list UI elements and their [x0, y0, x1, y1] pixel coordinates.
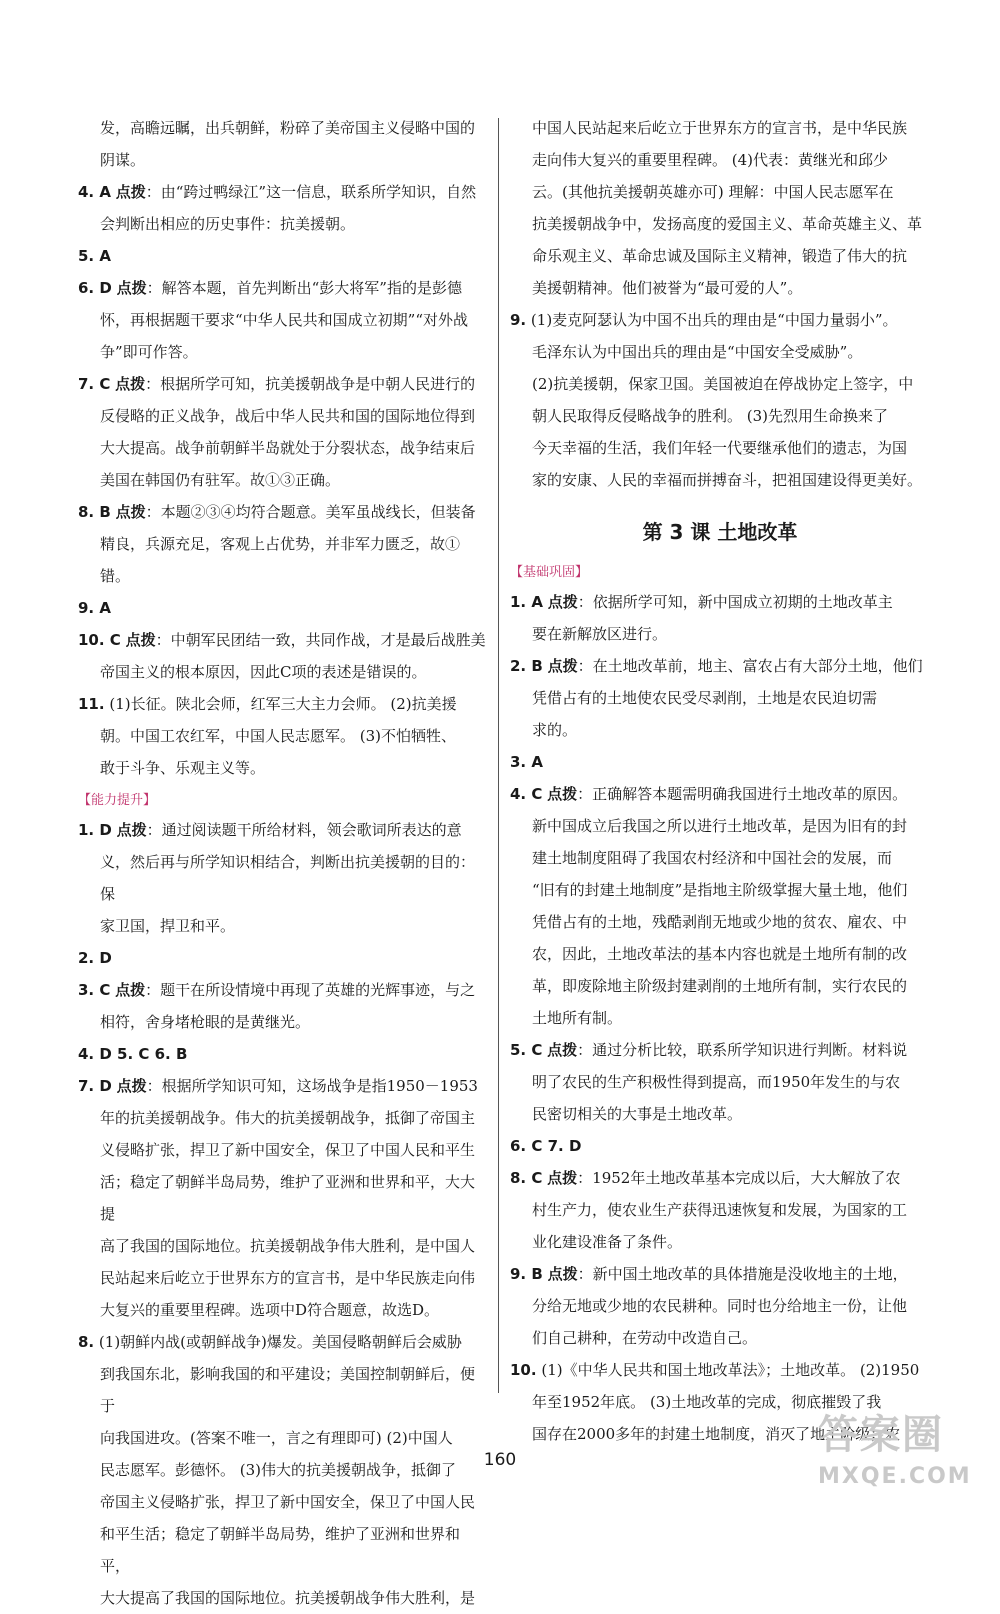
- answer-line: [510, 746, 930, 778]
- answer-item: [78, 368, 486, 496]
- answer-text: 今天幸福的生活，我们年轻一代要继承他们的遗志，为国: [532, 439, 908, 457]
- hint-label: 点拨: [115, 503, 146, 521]
- answer-text: 分给无地或少地的农民耕种。同时也分给地主一份，让他: [532, 1297, 908, 1315]
- answer-text: 革，即废除地主阶级封建剥削的土地所有制，实行农民的: [532, 977, 908, 995]
- answer-text: 民站起来后屹立于世界东方的宣言书，是中华民族走向伟: [100, 1269, 476, 1287]
- answer-line: [510, 1002, 930, 1034]
- answer-item: [78, 942, 486, 974]
- answer-text: 精良，兵源充足，客观上占优势，并非军力匮乏，故①错。: [100, 535, 461, 585]
- section-heading: 【基础巩固】: [510, 565, 589, 580]
- answer-line: [78, 656, 486, 688]
- question-number: 8. B: [78, 503, 111, 521]
- hint-label: 点拨: [115, 375, 146, 393]
- answer-line: [78, 336, 486, 368]
- answer-line: [510, 586, 930, 618]
- answer-line: [510, 368, 930, 400]
- hint-label: 点拨: [115, 981, 146, 999]
- answer-text: 们自己耕种，在劳动中改造自己。: [532, 1329, 758, 1347]
- answer-line: [510, 650, 930, 682]
- answer-item: [510, 1130, 930, 1162]
- answer-text: (1)长征。陕北会师，红军三大主力会师。 (2)抗美援: [109, 695, 457, 713]
- answer-text: 凭借占有的土地使农民受尽剥削，土地是农民迫切需: [532, 689, 878, 707]
- answer-line: [78, 208, 486, 240]
- answer-text: ：题干在所设情境中再现了英雄的光辉事迹，与之: [145, 981, 476, 999]
- answer-text: ：根据所学可知，抗美援朝战争是中朝人民进行的: [145, 375, 476, 393]
- answer-line: [510, 432, 930, 464]
- answer-text: ：在土地改革前，地主、富农占有大部分土地，他们: [577, 657, 923, 675]
- question-number: 1. D: [78, 821, 112, 839]
- answer-line: [510, 176, 930, 208]
- answer-line: [510, 1290, 930, 1322]
- answer-text: 要在新解放区进行。: [532, 625, 668, 643]
- question-number: 6. D: [78, 279, 112, 297]
- answer-text: (2)抗美援朝，保家卫国。美国被迫在停战协定上签字，中: [532, 375, 914, 393]
- answer-line: [78, 1326, 486, 1358]
- answer-line: [510, 1354, 930, 1386]
- answer-line: [78, 1166, 486, 1230]
- answer-text: 毛泽东认为中国出兵的理由是“中国安全受威胁”。: [532, 343, 863, 361]
- answer-text: (1)麦克阿瑟认为中国不出兵的理由是“中国力量弱小”。: [530, 311, 898, 329]
- answer-text: 年至1952年底。 (3)土地改革的完成，彻底摧毁了我: [532, 1393, 882, 1411]
- answer-line: [78, 624, 486, 656]
- answer-text: 村生产力，使农业生产获得迅速恢复和发展，为国家的工: [532, 1201, 908, 1219]
- question-number: 5. C: [510, 1041, 543, 1059]
- answer-line: [78, 176, 486, 208]
- answer-text: 大大提高。战争前朝鲜半岛就处于分裂状态，战争结束后: [100, 439, 476, 457]
- answer-line: [78, 304, 486, 336]
- question-number: 7. D: [78, 1077, 112, 1095]
- answer-line: [78, 1262, 486, 1294]
- answer-text: 中国人民站起来后屹立于世界东方的宣言书，是中华民族: [532, 119, 908, 137]
- answer-text: ：新中国土地改革的具体措施是没收地主的土地，: [577, 1265, 908, 1283]
- right-column: [510, 112, 930, 1450]
- question-number: 7. C: [78, 375, 111, 393]
- answer-item: [510, 304, 930, 496]
- answer-line: [510, 272, 930, 304]
- answer-line: [510, 400, 930, 432]
- answer-text: 敢于斗争、乐观主义等。: [100, 759, 266, 777]
- answer-text: 业化建设准备了条件。: [532, 1233, 683, 1251]
- hint-label: 点拨: [547, 657, 578, 675]
- answer-item: [510, 112, 930, 304]
- answer-line: [510, 842, 930, 874]
- answer-item: [78, 592, 486, 624]
- answer-text: ：1952年土地改革基本完成以后，大大解放了农: [577, 1169, 901, 1187]
- answer-line: [78, 1006, 486, 1038]
- answer-line: [78, 400, 486, 432]
- answer-line: [510, 970, 930, 1002]
- answer-text: 大大提高了我国的国际地位。抗美援朝战争伟大胜利，是: [100, 1589, 476, 1607]
- answer-text: 反侵略的正义战争，战后中华人民共和国的国际地位得到: [100, 407, 476, 425]
- answer-line: [510, 714, 930, 746]
- question-number: 2. D: [78, 949, 112, 967]
- answer-line: [78, 942, 486, 974]
- answer-text: 大复兴的重要里程碑。选项中D符合题意，故选D。: [100, 1301, 440, 1319]
- answer-line: [78, 1486, 486, 1518]
- answer-line: [510, 874, 930, 906]
- answer-line: [510, 1226, 930, 1258]
- answer-line: [78, 1518, 486, 1582]
- answer-text: 帝国主义侵略扩张，捍卫了新中国安全，保卫了中国人民: [100, 1493, 476, 1511]
- watermark-main-text: 答案圈: [818, 1412, 944, 1458]
- answer-text: 家的安康、人民的幸福而拼搏奋斗，把祖国建设得更美好。: [532, 471, 923, 489]
- answer-item: [510, 650, 930, 746]
- answer-item: [78, 1038, 486, 1070]
- answer-line: [510, 1322, 930, 1354]
- answer-line: [78, 144, 486, 176]
- answer-line: [510, 1130, 930, 1162]
- answer-text: ：中朝军民团结一致，共同作战，才是最后战胜美: [155, 631, 486, 649]
- answer-line: [78, 1582, 486, 1614]
- hint-label: 点拨: [116, 821, 147, 839]
- answer-line: [78, 752, 486, 784]
- question-number: 10. C: [78, 631, 121, 649]
- answer-item: [78, 814, 486, 942]
- answer-item: [78, 1070, 486, 1326]
- hint-label: 点拨: [547, 785, 578, 803]
- answer-text: 求的。: [532, 721, 578, 739]
- answer-text: (1)《中华人民共和国土地改革法》；土地改革。 (2)1950: [541, 1361, 920, 1379]
- question-number: 6. C 7. D: [510, 1137, 582, 1155]
- hint-label: 点拨: [115, 183, 146, 201]
- answer-line: [78, 846, 486, 910]
- answer-line: [78, 112, 486, 144]
- question-number: 4. A: [78, 183, 111, 201]
- answer-line: [510, 682, 930, 714]
- answer-text: 帝国主义的根本原因，因此C项的表述是错误的。: [100, 663, 427, 681]
- answer-line: [78, 496, 486, 528]
- answer-text: 明了农民的生产积极性得到提高，而1950年发生的与农: [532, 1073, 901, 1091]
- answer-item: [510, 778, 930, 1034]
- question-number: 5. A: [78, 247, 111, 265]
- answer-text: 年的抗美援朝战争。伟大的抗美援朝战争，抵御了帝国主: [100, 1109, 476, 1127]
- answer-line: [510, 906, 930, 938]
- answer-line: [78, 1230, 486, 1262]
- question-number: 3. A: [510, 753, 543, 771]
- answer-item: [510, 586, 930, 650]
- answer-line: [78, 1294, 486, 1326]
- answer-text: 怀，再根据题干要求“中华人民共和国成立初期”“对外战: [100, 311, 469, 329]
- answer-line: [510, 144, 930, 176]
- answer-item: [78, 240, 486, 272]
- answer-line: [78, 974, 486, 1006]
- page-number: 160: [483, 1450, 517, 1470]
- hint-label: 点拨: [547, 1265, 578, 1283]
- answer-line: [510, 778, 930, 810]
- answer-line: [78, 368, 486, 400]
- answer-text: 云。(其他抗美援朝英雄亦可) 理解：中国人民志愿军在: [532, 183, 894, 201]
- answer-text: 向我国进攻。(答案不唯一，言之有理即可) (2)中国人: [100, 1429, 453, 1447]
- answer-item: [78, 112, 486, 176]
- question-number: 3. C: [78, 981, 111, 999]
- answer-line: [78, 432, 486, 464]
- answer-line: [78, 1038, 486, 1070]
- answer-line: [510, 208, 930, 240]
- answer-text: “旧有的封建土地制度”是指地主阶级掌握大量土地，他们: [532, 881, 908, 899]
- question-number: 9.: [510, 311, 527, 329]
- answer-line: [510, 1066, 930, 1098]
- answer-text: 义，然后再与所学知识相结合，判断出抗美援朝的目的：保: [100, 853, 476, 903]
- answer-line: [510, 240, 930, 272]
- answer-line: [78, 814, 486, 846]
- answer-text: 到我国东北，影响我国的和平建设；美国控制朝鲜后，便于: [100, 1365, 476, 1415]
- answer-text: 命乐观主义、革命忠诚及国际主义精神，锻造了伟大的抗: [532, 247, 908, 265]
- answer-line: [78, 272, 486, 304]
- watermark-sub-text: MXQE.COM: [818, 1464, 972, 1489]
- answer-line: [78, 1134, 486, 1166]
- answer-line: [510, 1194, 930, 1226]
- hint-label: 点拨: [547, 593, 578, 611]
- question-number: 4. C: [510, 785, 543, 803]
- answer-line: [78, 592, 486, 624]
- answer-line: [78, 910, 486, 942]
- answer-text: 抗美援朝战争中，发扬高度的爱国主义、革命英雄主义、革: [532, 215, 923, 233]
- hint-label: 点拨: [125, 631, 156, 649]
- answer-text: 活；稳定了朝鲜半岛局势，维护了亚洲和世界和平，大大提: [100, 1173, 476, 1223]
- answer-line: [510, 810, 930, 842]
- answer-text: 义侵略扩张，捍卫了新中国安全，保卫了中国人民和平生: [100, 1141, 476, 1159]
- answer-text: 国存在2000多年的封建土地制度，消灭了地主阶级；农: [532, 1425, 901, 1443]
- answer-text: (1)朝鲜内战(或朝鲜战争)爆发。美国侵略朝鲜后会威胁: [98, 1333, 462, 1351]
- answer-line: [510, 938, 930, 970]
- answer-text: ：通过阅读题干所给材料，领会歌词所表达的意: [146, 821, 462, 839]
- answer-text: ：正确解答本题需明确我国进行土地改革的原因。: [577, 785, 908, 803]
- answer-text: 高了我国的国际地位。抗美援朝战争伟大胜利，是中国人: [100, 1237, 476, 1255]
- question-number: 2. B: [510, 657, 543, 675]
- answer-line: [78, 240, 486, 272]
- answer-text: 争”即可作答。: [100, 343, 198, 361]
- answer-line: [78, 720, 486, 752]
- answer-line: [510, 464, 930, 496]
- answer-item: [510, 1034, 930, 1130]
- answer-line: [510, 1098, 930, 1130]
- hint-label: 点拨: [116, 1077, 147, 1095]
- answer-line: [510, 618, 930, 650]
- watermark-logo: [818, 1408, 988, 1504]
- answer-text: 走向伟大复兴的重要里程碑。 (4)代表：黄继光和邱少: [532, 151, 889, 169]
- question-number: 8.: [78, 1333, 95, 1351]
- answer-text: 会判断出相应的历史事件：抗美援朝。: [100, 215, 356, 233]
- hint-label: 点拨: [547, 1041, 578, 1059]
- answer-line: [78, 1070, 486, 1102]
- answer-item: [78, 272, 486, 368]
- question-number: 4. D 5. C 6. B: [78, 1045, 188, 1063]
- answer-text: 家卫国，捍卫和平。: [100, 917, 236, 935]
- answer-item: [78, 1326, 486, 1614]
- answer-line: [78, 528, 486, 592]
- answer-text: ：根据所学知识可知，这场战争是指1950－1953: [146, 1077, 478, 1095]
- answer-item: [78, 496, 486, 592]
- answer-line: [510, 1034, 930, 1066]
- answer-text: ：本题②③④均符合题意。美军虽战线长，但装备: [145, 503, 476, 521]
- answer-text: 农，因此，土地改革法的基本内容也就是土地所有制的改: [532, 945, 908, 963]
- answer-text: 相符，舍身堵枪眼的是黄继光。: [100, 1013, 311, 1031]
- question-number: 10.: [510, 1361, 537, 1379]
- answer-text: 朝。中国工农红军，中国人民志愿军。 (3)不怕牺牲、: [100, 727, 457, 745]
- answer-line: [510, 304, 930, 336]
- answer-line: [510, 336, 930, 368]
- answer-line: [510, 1258, 930, 1290]
- answer-item: [78, 688, 486, 784]
- answer-text: 新中国成立后我国之所以进行土地改革，是因为旧有的封: [532, 817, 908, 835]
- answer-text: 发，高瞻远瞩，出兵朝鲜，粉碎了美帝国主义侵略中国的: [100, 119, 476, 137]
- answer-item: [510, 746, 930, 778]
- answer-text: 凭借占有的土地，残酷剥削无地或少地的贫农、雇农、中: [532, 913, 908, 931]
- answer-text: 建土地制度阻碍了我国农村经济和中国社会的发展，而: [532, 849, 893, 867]
- answer-text: ：通过分析比较，联系所学知识进行判断。材料说: [577, 1041, 908, 1059]
- answer-item: [78, 176, 486, 240]
- answer-text: 民密切相关的大事是土地改革。: [532, 1105, 743, 1123]
- answer-line: [78, 1358, 486, 1422]
- question-number: 9. A: [78, 599, 111, 617]
- answer-item: [510, 1162, 930, 1258]
- answer-line: [78, 1102, 486, 1134]
- question-number: 9. B: [510, 1265, 543, 1283]
- answer-text: 阴谋。: [100, 151, 146, 169]
- section-heading: 【能力提升】: [78, 793, 157, 808]
- answer-text: 美国在韩国仍有驻军。故①③正确。: [100, 471, 341, 489]
- question-number: 8. C: [510, 1169, 543, 1187]
- answer-item: [78, 624, 486, 688]
- answer-line: [510, 1162, 930, 1194]
- answer-text: 土地所有制。: [532, 1009, 623, 1027]
- answer-text: 和平生活；稳定了朝鲜半岛局势，维护了亚洲和世界和平，: [100, 1525, 461, 1575]
- question-number: 1. A: [510, 593, 543, 611]
- hint-label: 点拨: [116, 279, 147, 297]
- answer-item: [78, 974, 486, 1038]
- left-column: [78, 112, 486, 1614]
- answer-text: 民志愿军。彭德怀。 (3)伟大的抗美援朝战争，抵御了: [100, 1461, 457, 1479]
- answer-text: ：由“跨过鸭绿江”这一信息，联系所学知识，自然: [145, 183, 477, 201]
- column-divider: [498, 118, 499, 1393]
- answer-line: [78, 464, 486, 496]
- hint-label: 点拨: [547, 1169, 578, 1187]
- answer-text: 朝人民取得反侵略战争的胜利。 (3)先烈用生命换来了: [532, 407, 889, 425]
- answer-line: [78, 688, 486, 720]
- answer-text: ：依据所学可知，新中国成立初期的土地改革主: [577, 593, 893, 611]
- answer-item: [510, 1258, 930, 1354]
- lesson-title: 第 3 课 土地改革: [642, 520, 798, 544]
- answer-text: ：解答本题，首先判断出“彭大将军”指的是彭德: [146, 279, 462, 297]
- answer-line: [510, 112, 930, 144]
- question-number: 11.: [78, 695, 105, 713]
- answer-text: 美援朝精神。他们被誉为“最可爱的人”。: [532, 279, 803, 297]
